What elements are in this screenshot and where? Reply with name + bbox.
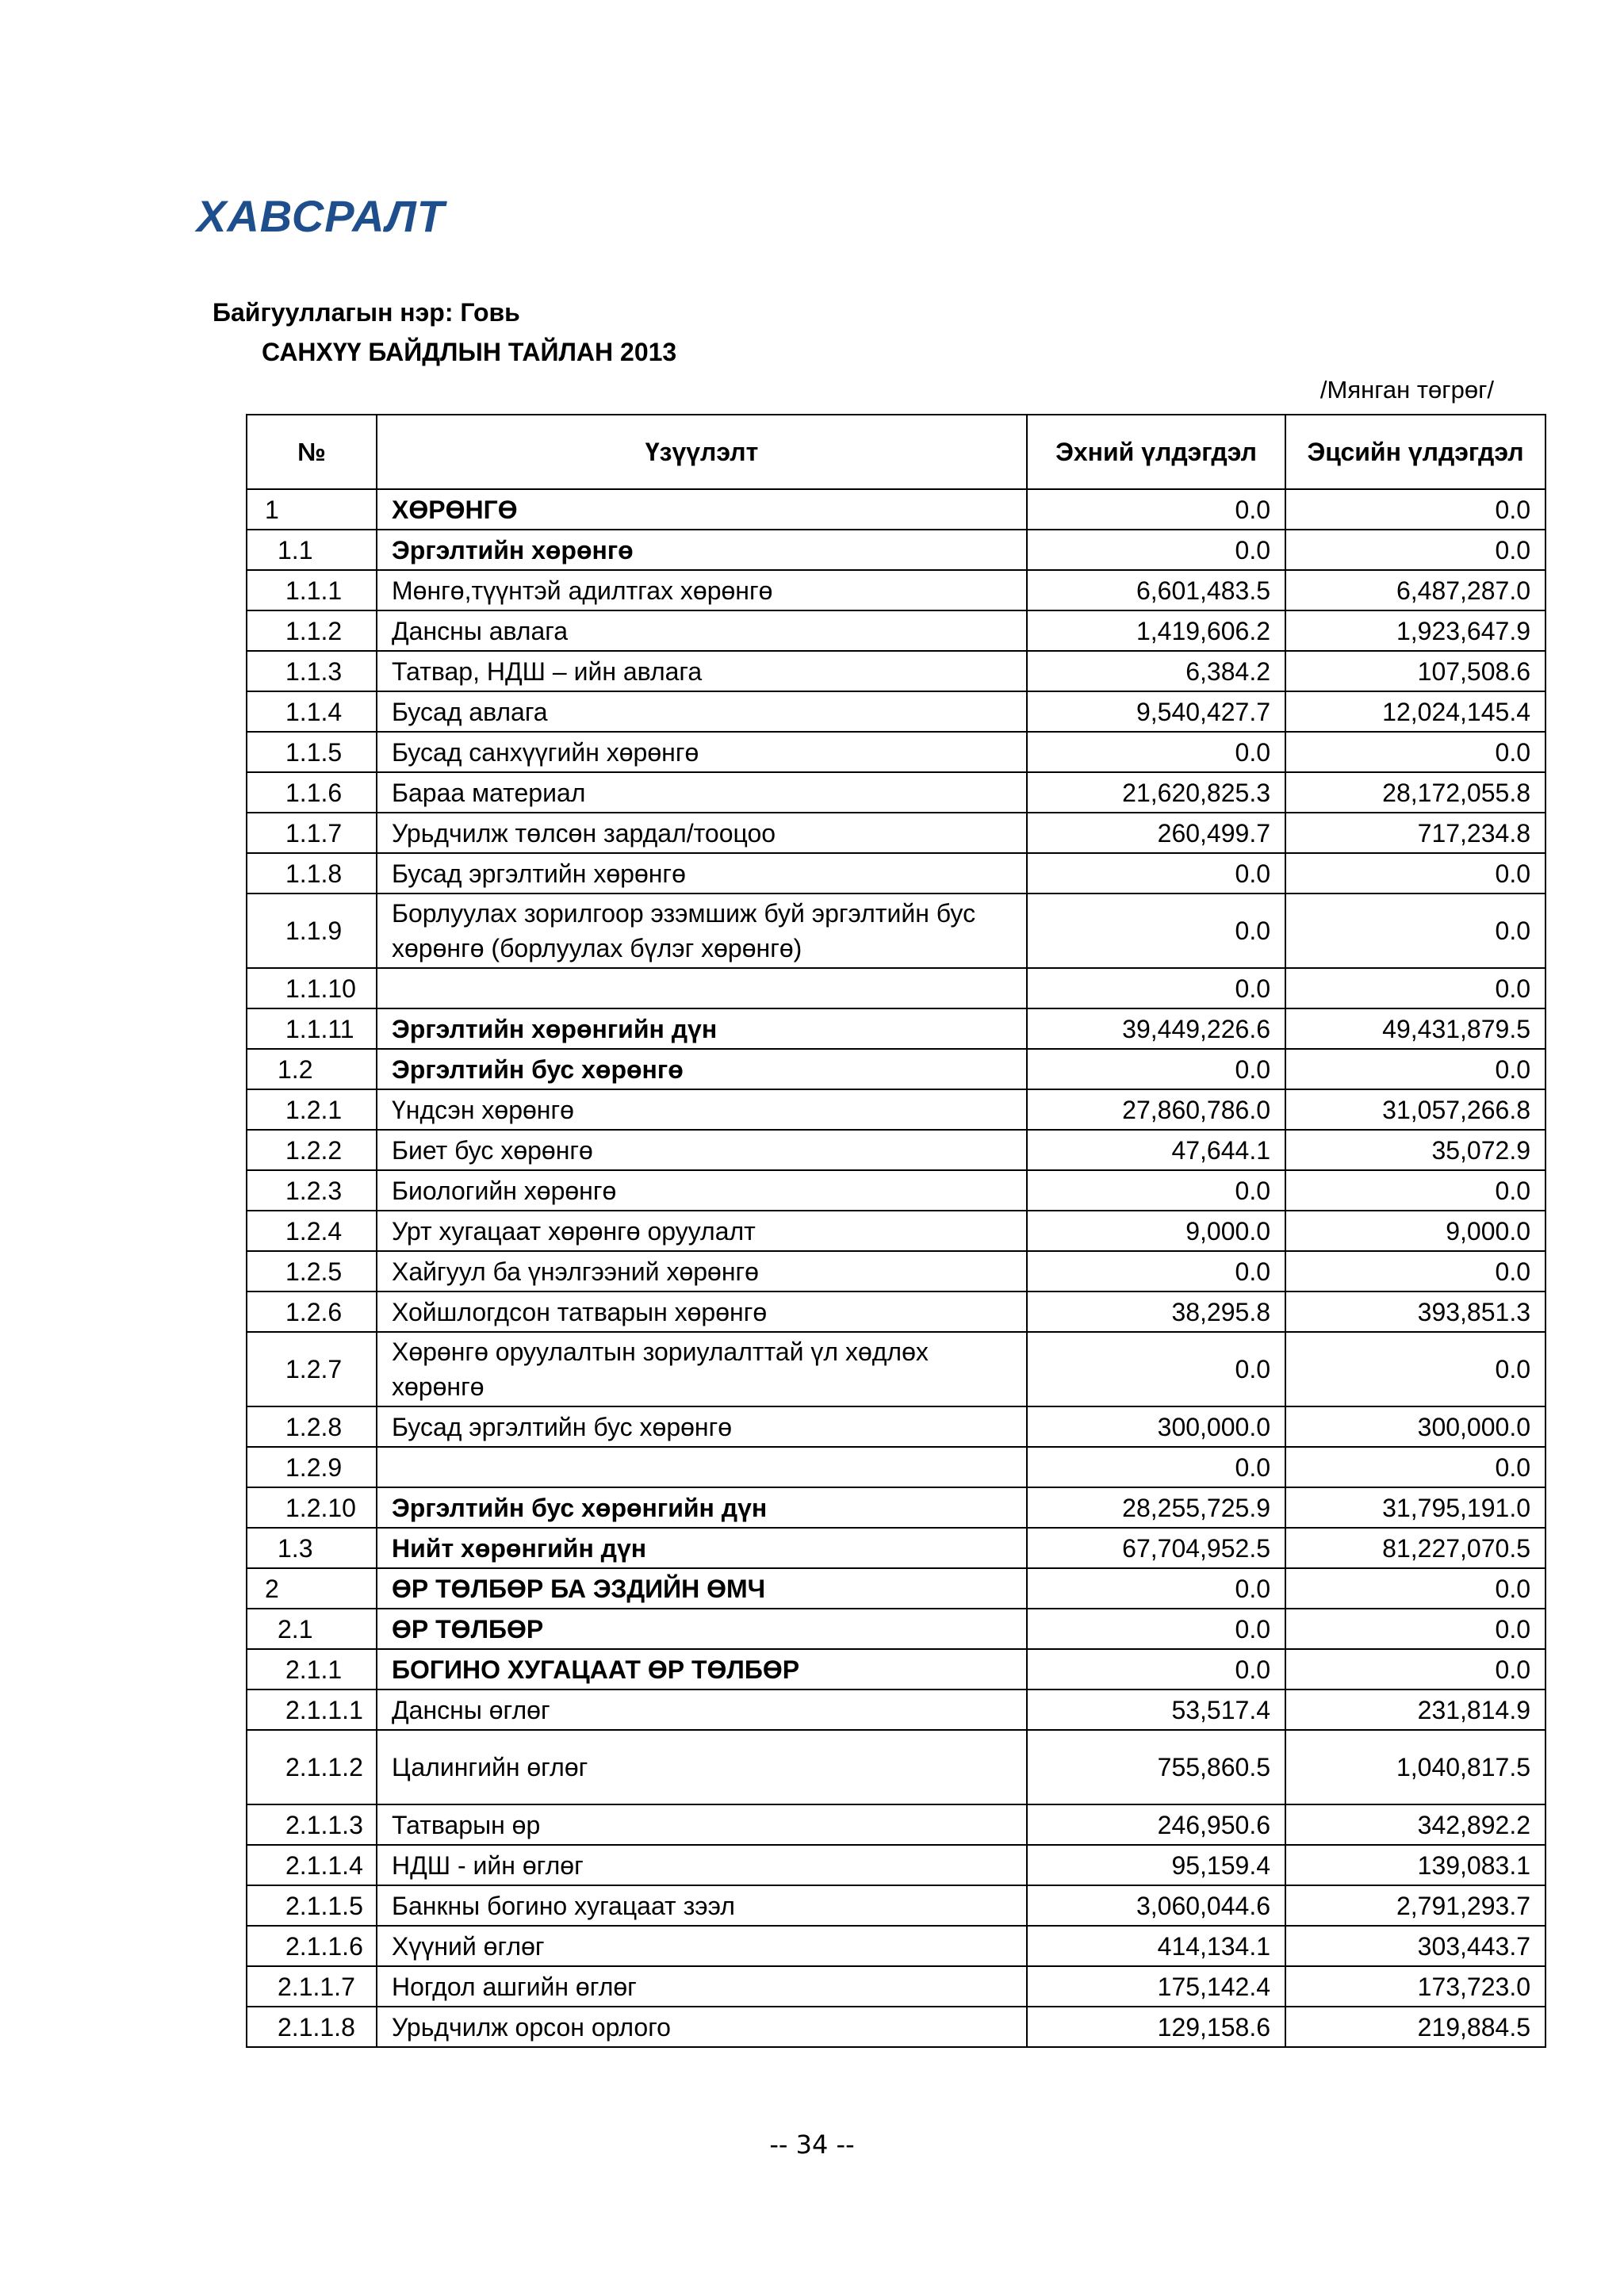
row-closing-balance: 31,057,266.8 — [1285, 1089, 1545, 1130]
header-opening-balance: Эхний үлдэгдэл — [1027, 415, 1285, 489]
table-row — [247, 1406, 1545, 1447]
table-row — [247, 530, 1545, 570]
table-row — [247, 1926, 1545, 1966]
row-number: 2.1.1 — [247, 1649, 377, 1689]
row-indicator: Урт хугацаат хөрөнгө оруулалт — [377, 1211, 1027, 1251]
table-row — [247, 813, 1545, 853]
row-opening-balance: 0.0 — [1027, 1049, 1285, 1089]
table-row — [247, 1049, 1545, 1089]
row-opening-balance: 0.0 — [1027, 1649, 1285, 1689]
row-closing-balance: 0.0 — [1285, 489, 1545, 530]
row-opening-balance: 21,620,825.3 — [1027, 772, 1285, 813]
row-opening-balance: 9,540,427.7 — [1027, 691, 1285, 732]
table-row — [247, 1966, 1545, 2007]
row-opening-balance: 0.0 — [1027, 853, 1285, 894]
row-closing-balance: 0.0 — [1285, 1649, 1545, 1689]
table-row — [247, 1689, 1545, 1730]
row-indicator: Ногдол ашгийн өглөг — [377, 1966, 1027, 2007]
balance-sheet-table — [246, 414, 1546, 2048]
row-opening-balance: 9,000.0 — [1027, 1211, 1285, 1251]
row-closing-balance: 0.0 — [1285, 1251, 1545, 1292]
row-number: 2.1.1.1 — [247, 1689, 377, 1730]
row-number: 1.1.10 — [247, 968, 377, 1008]
row-closing-balance: 31,795,191.0 — [1285, 1487, 1545, 1528]
row-opening-balance: 28,255,725.9 — [1027, 1487, 1285, 1528]
row-closing-balance: 9,000.0 — [1285, 1211, 1545, 1251]
row-opening-balance: 39,449,226.6 — [1027, 1008, 1285, 1049]
row-opening-balance: 53,517.4 — [1027, 1689, 1285, 1730]
row-opening-balance: 38,295.8 — [1027, 1292, 1285, 1332]
organization-name: Байгууллагын нэр: Говь — [213, 298, 520, 327]
row-indicator: Урьдчилж орсон орлого — [377, 2007, 1027, 2047]
row-number: 1.1.7 — [247, 813, 377, 853]
row-opening-balance: 95,159.4 — [1027, 1845, 1285, 1885]
row-indicator: Биет бус хөрөнгө — [377, 1130, 1027, 1170]
row-indicator: Эргэлтийн бус хөрөнгийн дүн — [377, 1487, 1027, 1528]
table-row — [247, 853, 1545, 894]
row-opening-balance: 67,704,952.5 — [1027, 1528, 1285, 1568]
row-closing-balance: 0.0 — [1285, 1609, 1545, 1649]
row-number: 1.1 — [247, 530, 377, 570]
row-number: 1.1.8 — [247, 853, 377, 894]
row-indicator: Бусад эргэлтийн хөрөнгө — [377, 853, 1027, 894]
row-opening-balance: 0.0 — [1027, 732, 1285, 772]
row-number: 1.2.8 — [247, 1406, 377, 1447]
row-closing-balance: 0.0 — [1285, 894, 1545, 968]
row-closing-balance: 107,508.6 — [1285, 651, 1545, 691]
row-indicator: ӨР ТӨЛБӨР БА ЭЗДИЙН ӨМЧ — [377, 1568, 1027, 1609]
row-opening-balance: 414,134.1 — [1027, 1926, 1285, 1966]
header-number: № — [247, 415, 377, 489]
row-opening-balance: 0.0 — [1027, 968, 1285, 1008]
table-row — [247, 1089, 1545, 1130]
row-indicator: Нийт хөрөнгийн дүн — [377, 1528, 1027, 1568]
row-indicator: Эргэлтийн хөрөнгийн дүн — [377, 1008, 1027, 1049]
row-indicator: Банкны богино хугацаат зээл — [377, 1885, 1027, 1926]
row-closing-balance: 2,791,293.7 — [1285, 1885, 1545, 1926]
row-opening-balance: 129,158.6 — [1027, 2007, 1285, 2047]
row-number: 1.1.2 — [247, 610, 377, 651]
row-number: 1.2.10 — [247, 1487, 377, 1528]
row-closing-balance: 81,227,070.5 — [1285, 1528, 1545, 1568]
row-number: 1.2.2 — [247, 1130, 377, 1170]
table-row — [247, 1447, 1545, 1487]
row-number: 2.1.1.4 — [247, 1845, 377, 1885]
row-number: 2.1.1.8 — [247, 2007, 377, 2047]
row-closing-balance: 219,884.5 — [1285, 2007, 1545, 2047]
table-row — [247, 651, 1545, 691]
row-closing-balance: 300,000.0 — [1285, 1406, 1545, 1447]
row-indicator: Дансны авлага — [377, 610, 1027, 651]
row-opening-balance: 6,384.2 — [1027, 651, 1285, 691]
row-number: 1.2.7 — [247, 1332, 377, 1406]
currency-unit: /Мянган төгрөг/ — [1320, 376, 1494, 404]
row-indicator: Үндсэн хөрөнгө — [377, 1089, 1027, 1130]
row-number: 1.1.9 — [247, 894, 377, 968]
row-closing-balance: 28,172,055.8 — [1285, 772, 1545, 813]
row-indicator: ӨР ТӨЛБӨР — [377, 1609, 1027, 1649]
row-opening-balance: 0.0 — [1027, 1447, 1285, 1487]
table-row — [247, 1130, 1545, 1170]
row-opening-balance: 0.0 — [1027, 1170, 1285, 1211]
row-indicator — [377, 1447, 1027, 1487]
table-row — [247, 1292, 1545, 1332]
row-number: 1.2.1 — [247, 1089, 377, 1130]
row-closing-balance: 303,443.7 — [1285, 1926, 1545, 1966]
row-indicator: Бусад авлага — [377, 691, 1027, 732]
row-indicator: Бусад эргэлтийн бус хөрөнгө — [377, 1406, 1027, 1447]
row-indicator: Бараа материал — [377, 772, 1027, 813]
table-row — [247, 1251, 1545, 1292]
page-number: -- 34 -- — [769, 2130, 855, 2160]
row-indicator: Татварын өр — [377, 1804, 1027, 1845]
row-closing-balance: 35,072.9 — [1285, 1130, 1545, 1170]
row-indicator: Хайгуул ба үнэлгээний хөрөнгө — [377, 1251, 1027, 1292]
table-row — [247, 1332, 1545, 1406]
table-row — [247, 1170, 1545, 1211]
row-closing-balance: 0.0 — [1285, 1049, 1545, 1089]
row-indicator: Цалингийн өглөг — [377, 1730, 1027, 1804]
row-number: 1.1.4 — [247, 691, 377, 732]
row-indicator — [377, 968, 1027, 1008]
row-opening-balance: 27,860,786.0 — [1027, 1089, 1285, 1130]
row-number: 1.1.3 — [247, 651, 377, 691]
table-row — [247, 2007, 1545, 2047]
row-indicator: Татвар, НДШ – ийн авлага — [377, 651, 1027, 691]
table-body — [247, 489, 1545, 2047]
row-number: 2.1.1.2 — [247, 1730, 377, 1804]
row-indicator: Эргэлтийн бус хөрөнгө — [377, 1049, 1027, 1089]
appendix-heading: ХАВСРАЛТ — [197, 191, 445, 241]
table-row — [247, 570, 1545, 610]
row-number: 2.1.1.7 — [247, 1966, 377, 2007]
table-row — [247, 1649, 1545, 1689]
row-opening-balance: 260,499.7 — [1027, 813, 1285, 853]
table-row — [247, 1804, 1545, 1845]
row-number: 1.2.5 — [247, 1251, 377, 1292]
table-row — [247, 1845, 1545, 1885]
row-number: 1.1.11 — [247, 1008, 377, 1049]
row-number: 1 — [247, 489, 377, 530]
row-opening-balance: 175,142.4 — [1027, 1966, 1285, 2007]
row-indicator: Хөрөнгө оруулалтын зориулалттай үл хөдлөх хөрөнгө — [377, 1332, 1027, 1406]
header-indicator: Үзүүлэлт — [377, 415, 1027, 489]
row-closing-balance: 0.0 — [1285, 530, 1545, 570]
table-row — [247, 1885, 1545, 1926]
row-number: 1.2.6 — [247, 1292, 377, 1332]
row-opening-balance: 0.0 — [1027, 1609, 1285, 1649]
row-indicator: Хойшлогдсон татварын хөрөнгө — [377, 1292, 1027, 1332]
row-closing-balance: 393,851.3 — [1285, 1292, 1545, 1332]
row-indicator: Урьдчилж төлсөн зардал/тооцоо — [377, 813, 1027, 853]
row-opening-balance: 246,950.6 — [1027, 1804, 1285, 1845]
row-closing-balance: 139,083.1 — [1285, 1845, 1545, 1885]
row-opening-balance: 0.0 — [1027, 1251, 1285, 1292]
row-opening-balance: 755,860.5 — [1027, 1730, 1285, 1804]
table-row — [247, 691, 1545, 732]
row-indicator: Дансны өглөг — [377, 1689, 1027, 1730]
report-title: САНХҮҮ БАЙДЛЫН ТАЙЛАН 2013 — [262, 338, 677, 366]
row-number: 1.2 — [247, 1049, 377, 1089]
table-row — [247, 1568, 1545, 1609]
row-closing-balance: 0.0 — [1285, 853, 1545, 894]
header-closing-balance: Эцсийн үлдэгдэл — [1285, 415, 1545, 489]
row-indicator: Бусад санхүүгийн хөрөнгө — [377, 732, 1027, 772]
row-opening-balance: 0.0 — [1027, 1332, 1285, 1406]
row-number: 2.1.1.5 — [247, 1885, 377, 1926]
row-number: 1.1.6 — [247, 772, 377, 813]
row-number: 1.2.4 — [247, 1211, 377, 1251]
row-number: 2 — [247, 1568, 377, 1609]
row-closing-balance: 173,723.0 — [1285, 1966, 1545, 2007]
table-row — [247, 610, 1545, 651]
row-indicator: БОГИНО ХУГАЦААТ ӨР ТӨЛБӨР — [377, 1649, 1027, 1689]
row-closing-balance: 0.0 — [1285, 732, 1545, 772]
row-opening-balance: 0.0 — [1027, 489, 1285, 530]
row-opening-balance: 1,419,606.2 — [1027, 610, 1285, 651]
row-closing-balance: 0.0 — [1285, 968, 1545, 1008]
row-indicator: Борлуулах зорилгоор эзэмшиж буй эргэлтийн бус хөрөнгө (борлуулах бүлэг хөрөнгө) — [377, 894, 1027, 968]
row-closing-balance: 0.0 — [1285, 1170, 1545, 1211]
table-row — [247, 489, 1545, 530]
row-closing-balance: 0.0 — [1285, 1568, 1545, 1609]
row-closing-balance: 342,892.2 — [1285, 1804, 1545, 1845]
row-number: 1.1.1 — [247, 570, 377, 610]
row-indicator: Мөнгө,түүнтэй адилтгах хөрөнгө — [377, 570, 1027, 610]
row-closing-balance: 12,024,145.4 — [1285, 691, 1545, 732]
row-opening-balance: 47,644.1 — [1027, 1130, 1285, 1170]
row-opening-balance: 0.0 — [1027, 530, 1285, 570]
row-number: 1.2.9 — [247, 1447, 377, 1487]
row-opening-balance: 0.0 — [1027, 1568, 1285, 1609]
row-indicator: Биологийн хөрөнгө — [377, 1170, 1027, 1211]
row-opening-balance: 0.0 — [1027, 894, 1285, 968]
table-row — [247, 1528, 1545, 1568]
table-row — [247, 968, 1545, 1008]
row-indicator: Хүүний өглөг — [377, 1926, 1027, 1966]
row-indicator: Эргэлтийн хөрөнгө — [377, 530, 1027, 570]
row-closing-balance: 0.0 — [1285, 1447, 1545, 1487]
row-opening-balance: 3,060,044.6 — [1027, 1885, 1285, 1926]
row-closing-balance: 231,814.9 — [1285, 1689, 1545, 1730]
row-number: 2.1.1.3 — [247, 1804, 377, 1845]
row-closing-balance: 1,923,647.9 — [1285, 610, 1545, 651]
table-row — [247, 1609, 1545, 1649]
row-indicator: НДШ - ийн өглөг — [377, 1845, 1027, 1885]
row-closing-balance: 6,487,287.0 — [1285, 570, 1545, 610]
row-number: 1.1.5 — [247, 732, 377, 772]
table-row — [247, 1211, 1545, 1251]
table-row — [247, 1487, 1545, 1528]
row-number: 2.1.1.6 — [247, 1926, 377, 1966]
row-number: 1.3 — [247, 1528, 377, 1568]
table-row — [247, 732, 1545, 772]
row-closing-balance: 49,431,879.5 — [1285, 1008, 1545, 1049]
row-closing-balance: 1,040,817.5 — [1285, 1730, 1545, 1804]
row-indicator: ХӨРӨНГӨ — [377, 489, 1027, 530]
row-closing-balance: 0.0 — [1285, 1332, 1545, 1406]
table-row — [247, 772, 1545, 813]
row-closing-balance: 717,234.8 — [1285, 813, 1545, 853]
row-opening-balance: 300,000.0 — [1027, 1406, 1285, 1447]
row-opening-balance: 6,601,483.5 — [1027, 570, 1285, 610]
table-header-row — [247, 415, 1545, 489]
table-row — [247, 1008, 1545, 1049]
table-row — [247, 1730, 1545, 1804]
row-number: 1.2.3 — [247, 1170, 377, 1211]
table-row — [247, 894, 1545, 968]
row-number: 2.1 — [247, 1609, 377, 1649]
